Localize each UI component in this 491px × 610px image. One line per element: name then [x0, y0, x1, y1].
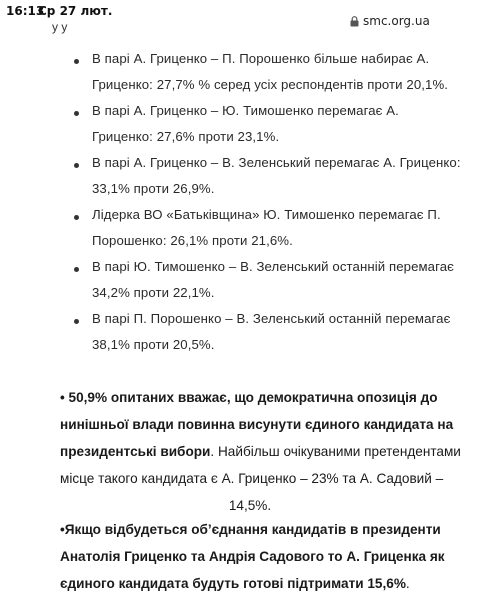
para-line — [60, 570, 470, 597]
list-item — [92, 150, 464, 202]
bullet-dot — [74, 163, 79, 168]
bullet-dot — [74, 111, 79, 116]
para-bold-text: президентські вибори — [60, 444, 211, 459]
address-bar[interactable] — [350, 14, 430, 28]
list-item — [92, 202, 464, 254]
list-item-line: Гриценко: 27,6% проти 23,1%. — [92, 129, 280, 144]
list-item-line: В парі П. Порошенко – В. Зеленський останній перемагає — [92, 311, 451, 326]
para-line — [60, 411, 470, 438]
para-text: . Найбільш очікуваними претендентами — [210, 444, 461, 459]
cutoff-text-content: у у — [52, 24, 68, 34]
list-item — [92, 98, 464, 150]
list-item-line: В парі Ю. Тимошенко – В. Зеленський останній перемагає — [92, 259, 455, 274]
list-item-line: Лідерка ВО «Батьківщина» Ю. Тимошенко перемагає П. — [92, 207, 441, 222]
para-bold-text: Анатолія Гриценко та Андрія Садового то А. Гриценка як — [60, 549, 445, 564]
para-line — [60, 543, 470, 570]
para-line: місце такого кандидата є А. Гриценко – 23% та А. Садовий – — [60, 471, 444, 486]
para-line — [60, 516, 470, 543]
para-line: 14,5%. — [228, 498, 272, 513]
cutoff-text — [52, 24, 82, 34]
para-bold-text: •Якщо відбудеться об’єднання кандидатів в президенти — [60, 522, 441, 537]
list-item-line: Порошенко: 26,1% проти 21,6%. — [92, 233, 293, 248]
para-text: . — [405, 576, 410, 591]
para-bold-text: єдиного кандидата будуть готові підтримати 15,6% — [60, 576, 406, 591]
para-bold-text: • 50,9% опитаних вважає, що демократична опозиція до — [60, 390, 438, 405]
status-time: 16:13 — [6, 4, 45, 18]
bullet-dot — [74, 267, 79, 272]
para-bold-text: нинішньої влади повинна висунути єдиного кандидата на — [60, 417, 454, 432]
list-item-line: В парі А. Гриценко – П. Порошенко більше набирає А. — [92, 51, 430, 66]
status-date: Ср 27 лют. — [38, 4, 113, 18]
url-text[interactable]: smc.org.ua — [363, 14, 430, 28]
list-item-line: В парі А. Гриценко – Ю. Тимошенко перемагає А. — [92, 103, 399, 118]
paragraph-opposition — [60, 384, 470, 519]
list-item-line: 33,1% проти 26,9%. — [92, 181, 215, 196]
list-item — [92, 46, 464, 98]
bullet-dot — [74, 59, 79, 64]
list-item-line: 34,2% проти 22,1%. — [92, 285, 215, 300]
list-item — [92, 254, 464, 306]
list-item-line: 38,1% проти 20,5%. — [92, 337, 215, 352]
list-item-line: Гриценко: 27,7% % серед усіх респондентів проти 20,1%. — [92, 77, 449, 92]
list-item-line: В парі А. Гриценко – В. Зеленський перемагає А. Гриценко: — [92, 155, 461, 170]
para-line — [60, 384, 470, 411]
list-item — [92, 306, 464, 358]
bullet-dot — [74, 319, 79, 324]
lock-icon — [350, 16, 359, 27]
para-line — [60, 438, 470, 465]
paragraph-unification — [60, 516, 470, 597]
bullet-dot — [74, 215, 79, 220]
